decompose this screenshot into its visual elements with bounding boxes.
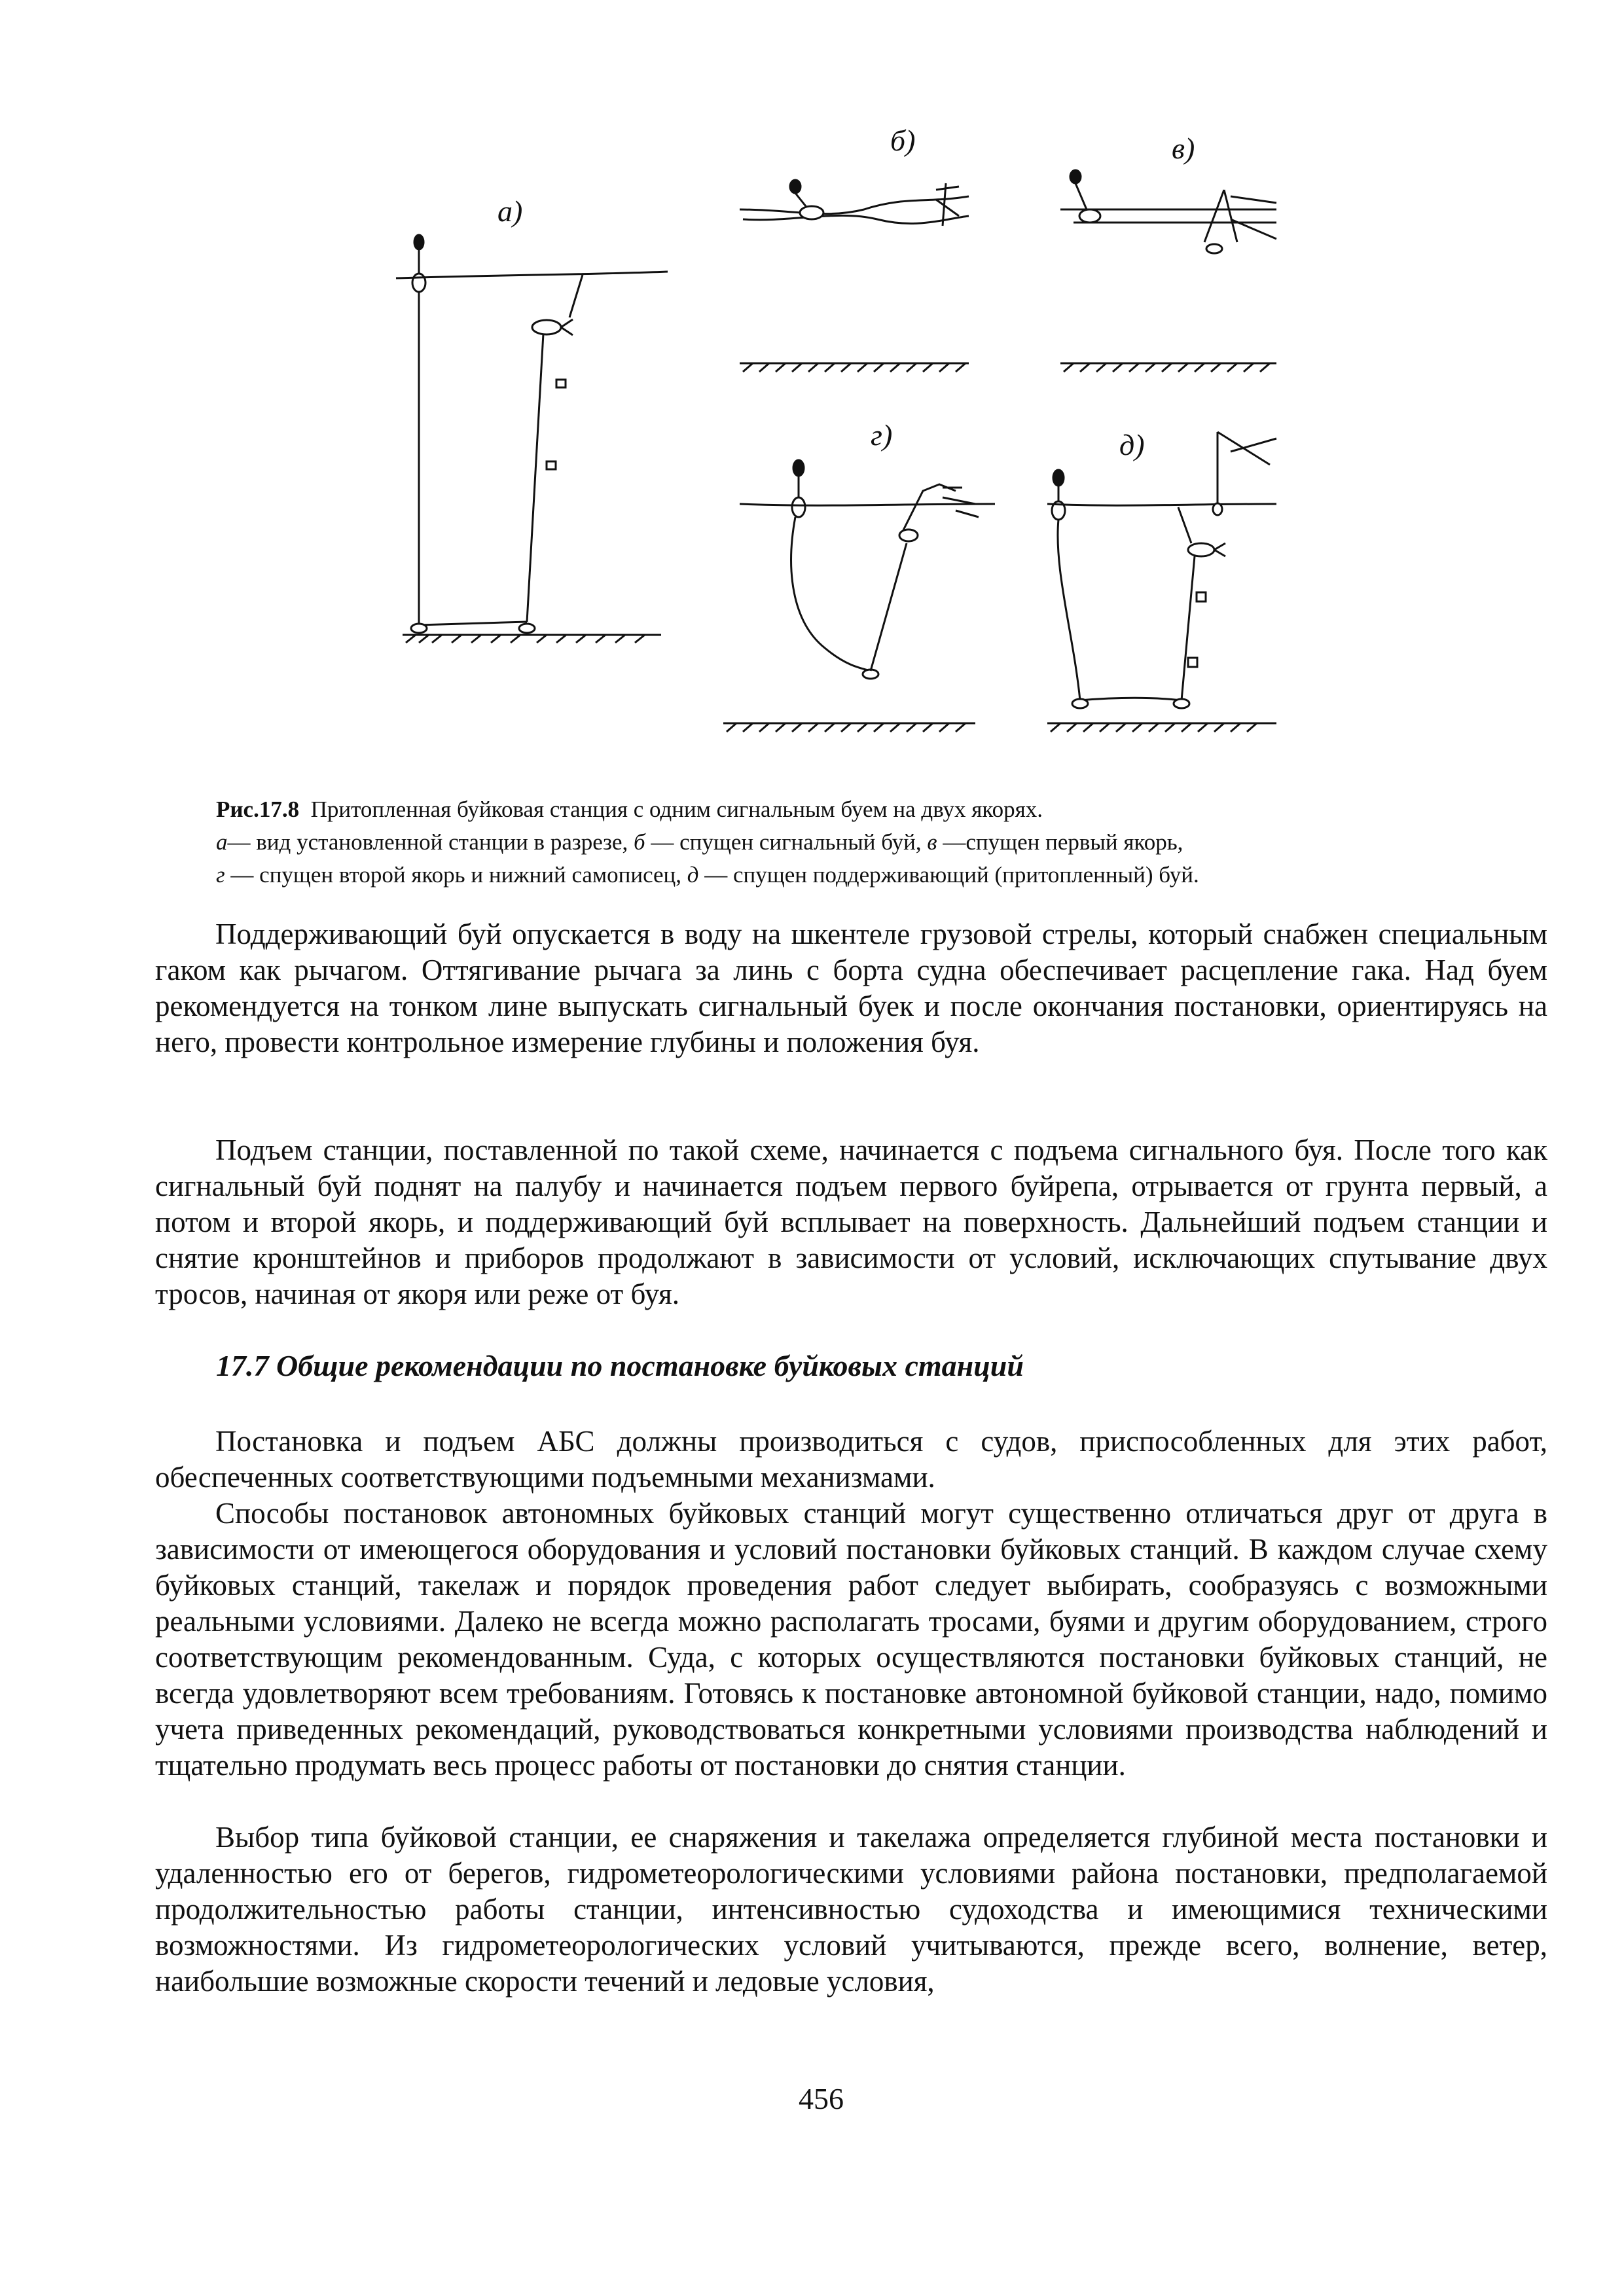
panel-label-g: г) — [871, 418, 893, 452]
panel-g-diagram — [723, 418, 995, 732]
caption-text-v: —спущен первый якорь, — [943, 829, 1183, 855]
panel-b-diagram — [740, 124, 969, 372]
figure-caption — [216, 793, 1460, 891]
caption-title: Притопленная буйковая станция с одним сигнальным буем на двух якорях. — [310, 797, 1043, 822]
body-paragraph-1: Поддерживающий буй опускается в воду на шкентеле грузовой стрелы, который снабжен специальным гаком как рычагом. Оттягивание рычага за линь с борта судна обеспечивает расцепление гака. Над буем рекомендуется на тонком лине выпускать сигнальный буек и после окончания постановки, ориентируясь на него, провести контрольное измерение глубины и положения буя. — [155, 918, 1547, 1058]
panel-label-d: д) — [1119, 428, 1145, 461]
panel-label-b: б) — [890, 124, 916, 157]
caption-text-b: — спущен сигнальный буй, — [651, 829, 922, 855]
caption-letter-d: д — [687, 862, 699, 888]
caption-text-g: — спущен второй якорь и нижний самописец, — [230, 862, 682, 888]
body-paragraph-3: Постановка и подъем АБС должны производиться с судов, приспособленных для этих работ, обеспеченных соответствующими подъемными механизмами. — [155, 1425, 1547, 1494]
body-paragraph-5: Выбор типа буйковой станции, ее снаряжения и такелажа определяется глубиной места постановки и удаленностью его от берегов, гидрометеорологическими условиями района постановки, предполагаемой продолжительностью работы станции, интенсивностью судоходства и имеющимися техническими возможностями. Из гидрометеорологических условий учитываются, прежде всего, волнение, ветер, наибольшие возможные скорости течений и ледовые условия, — [155, 1821, 1547, 1998]
page-number: 456 — [799, 2082, 844, 2115]
panel-a-diagram — [396, 194, 668, 643]
panel-label-v: в) — [1172, 132, 1195, 165]
caption-text-a: — вид установленной станции в разрезе, — [227, 829, 628, 855]
caption-letter-g: г — [216, 862, 225, 888]
caption-line-1 — [216, 793, 1460, 826]
panel-label-a: а) — [497, 194, 523, 228]
section-heading: 17.7 Общие рекомендации по постановке буйковых станций — [216, 1349, 1024, 1382]
caption-number: Рис.17.8 — [216, 797, 300, 822]
caption-line-2 — [216, 826, 1460, 859]
body-paragraph-2: Подъем станции, поставленной по такой схеме, начинается с подъема сигнального буя. После того как сигнальный буй поднят на палубу и начинается подъем первого буйрепа, отрывается от грунта первый, а потом и второй якорь, и поддерживающий буй всплывает на поверхность. Дальнейший подъем станции и снятие кронштейнов и приборов продолжают в зависимости от условий, исключающих спутывание двух тросов, начиная от якоря или реже от буя. — [155, 1134, 1547, 1310]
panel-v-diagram — [1060, 132, 1276, 372]
body-paragraph-4: Способы постановок автономных буйковых станций могут существенно отличаться друг от друга в зависимости от имеющегося оборудования и условий постановки буйковых станций. В каждом случае схему буйковых станций, такелаж и порядок проведения работ следует выбирать, сообразуясь с возможными реальными условиями. Далеко не всегда можно располагать тросами, буями и другим оборудованием, строго соответствующим рекомендованным. Суда, с которых осуществляются постановки буйковых станций, не всегда удовлетворяют всем требованиям. Готовясь к постановке автономной буйковой станции, надо, помимо учета приведенных рекомендаций, руководствоваться конкретными условиями производства наблюдений и тщательно продумать весь процесс работы от постановки до снятия станции. — [155, 1497, 1547, 1782]
caption-letter-b: б — [634, 829, 645, 855]
caption-letter-a: а — [216, 829, 228, 855]
caption-line-3 — [216, 859, 1460, 891]
buoy-station-figure — [367, 111, 1309, 766]
caption-text-d: — спущен поддерживающий (притопленный) буй. — [704, 862, 1199, 888]
caption-letter-v: в — [927, 829, 937, 855]
panel-d-diagram — [1047, 428, 1276, 732]
